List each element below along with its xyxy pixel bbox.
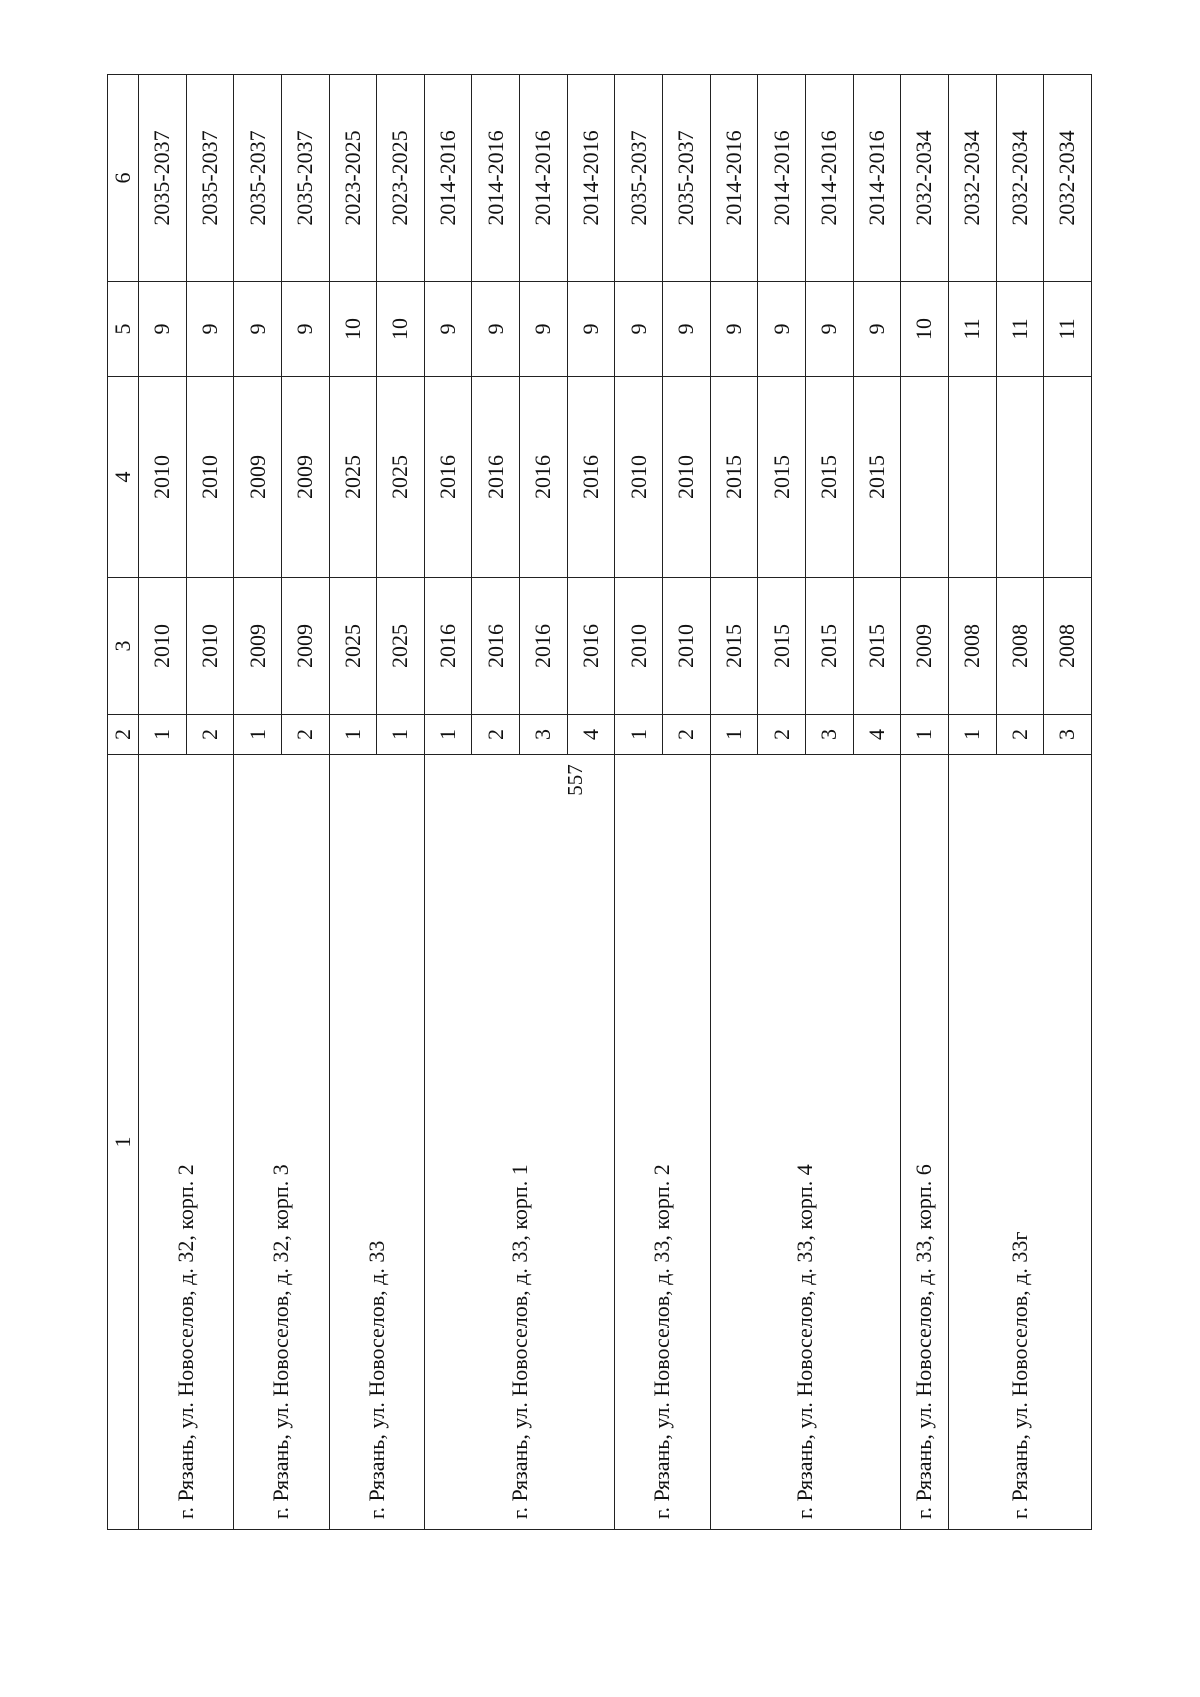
- cell-c6: 2032-2034: [1044, 75, 1092, 282]
- cell-c6: 2035-2037: [186, 75, 234, 282]
- cell-c4: 2009: [281, 377, 329, 578]
- cell-c4: 2025: [329, 377, 377, 578]
- cell-c2: 2: [281, 715, 329, 755]
- cell-c2: 2: [472, 715, 520, 755]
- cell-c4: 2016: [567, 377, 615, 578]
- cell-c2: 1: [139, 715, 187, 755]
- address-cell: г. Рязань, ул. Новоселов, д. 32, корп. 2: [139, 755, 234, 1530]
- cell-c4: 2015: [758, 377, 806, 578]
- cell-c3: 2009: [901, 578, 949, 715]
- page-number: 557: [563, 764, 587, 796]
- table-body: [108, 75, 1092, 1530]
- cell-c2: 1: [901, 715, 949, 755]
- cell-c2: 1: [234, 715, 282, 755]
- cell-c2: 1: [615, 715, 663, 755]
- cell-c5: 9: [615, 282, 663, 377]
- cell-c6: 2023-2025: [377, 75, 425, 282]
- cell-c6: 2035-2037: [615, 75, 663, 282]
- cell-c5: 9: [853, 282, 901, 377]
- address-cell: г. Рязань, ул. Новоселов, д. 33, корп. 4: [710, 755, 901, 1530]
- data-table: [107, 74, 1092, 1530]
- cell-c5: 9: [472, 282, 520, 377]
- cell-c6: 2014-2016: [853, 75, 901, 282]
- cell-c3: 2010: [615, 578, 663, 715]
- address-cell: г. Рязань, ул. Новоселов, д. 33г: [948, 755, 1091, 1530]
- table-row: [615, 75, 663, 1530]
- address-cell: г. Рязань, ул. Новоселов, д. 33, корп. 1: [424, 755, 615, 1530]
- column-number-6: 6: [108, 75, 139, 282]
- cell-c4: 2025: [377, 377, 425, 578]
- column-number-4: 4: [108, 377, 139, 578]
- table-row: [329, 75, 377, 1530]
- cell-c5: 10: [329, 282, 377, 377]
- table-row: [424, 75, 472, 1530]
- cell-c4: 2010: [663, 377, 711, 578]
- cell-c3: 2010: [186, 578, 234, 715]
- cell-c4: 2016: [424, 377, 472, 578]
- cell-c3: 2009: [234, 578, 282, 715]
- cell-c6: 2035-2037: [139, 75, 187, 282]
- table-row: [948, 75, 996, 1530]
- column-number-1: 1: [108, 755, 139, 1530]
- column-number-5: 5: [108, 282, 139, 377]
- cell-c5: 10: [377, 282, 425, 377]
- cell-c6: 2014-2016: [424, 75, 472, 282]
- table-row: [234, 75, 282, 1530]
- rotated-table-sheet: [107, 75, 1092, 1530]
- cell-c4: [948, 377, 996, 578]
- cell-c2: 4: [567, 715, 615, 755]
- cell-c3: 2016: [567, 578, 615, 715]
- cell-c3: 2015: [853, 578, 901, 715]
- cell-c6: 2014-2016: [567, 75, 615, 282]
- cell-c4: 2010: [615, 377, 663, 578]
- cell-c3: 2008: [948, 578, 996, 715]
- cell-c4: 2015: [853, 377, 901, 578]
- cell-c4: 2010: [186, 377, 234, 578]
- cell-c6: 2035-2037: [663, 75, 711, 282]
- cell-c6: 2014-2016: [520, 75, 568, 282]
- cell-c6: 2023-2025: [329, 75, 377, 282]
- cell-c3: 2016: [472, 578, 520, 715]
- cell-c5: 11: [996, 282, 1044, 377]
- cell-c4: 2015: [710, 377, 758, 578]
- column-number-header-row: [108, 75, 139, 1530]
- cell-c3: 2015: [758, 578, 806, 715]
- column-number-3: 3: [108, 578, 139, 715]
- cell-c2: 2: [758, 715, 806, 755]
- address-cell: г. Рязань, ул. Новоселов, д. 33, корп. 2: [615, 755, 710, 1530]
- cell-c6: 2032-2034: [996, 75, 1044, 282]
- cell-c3: 2016: [424, 578, 472, 715]
- cell-c2: 1: [710, 715, 758, 755]
- cell-c5: 9: [186, 282, 234, 377]
- address-cell: г. Рязань, ул. Новоселов, д. 33, корп. 6: [901, 755, 949, 1530]
- cell-c3: 2015: [805, 578, 853, 715]
- cell-c2: 3: [520, 715, 568, 755]
- cell-c6: 2035-2037: [234, 75, 282, 282]
- cell-c5: 9: [710, 282, 758, 377]
- cell-c6: 2035-2037: [281, 75, 329, 282]
- cell-c6: 2014-2016: [758, 75, 806, 282]
- cell-c3: 2009: [281, 578, 329, 715]
- cell-c4: [901, 377, 949, 578]
- cell-c4: 2010: [139, 377, 187, 578]
- cell-c2: 3: [805, 715, 853, 755]
- cell-c3: 2025: [377, 578, 425, 715]
- cell-c2: 2: [996, 715, 1044, 755]
- cell-c2: 2: [663, 715, 711, 755]
- cell-c3: 2010: [139, 578, 187, 715]
- cell-c5: 11: [948, 282, 996, 377]
- cell-c6: 2014-2016: [472, 75, 520, 282]
- cell-c4: [1044, 377, 1092, 578]
- cell-c6: 2014-2016: [805, 75, 853, 282]
- cell-c3: 2008: [1044, 578, 1092, 715]
- cell-c6: 2014-2016: [710, 75, 758, 282]
- address-cell: г. Рязань, ул. Новоселов, д. 33: [329, 755, 424, 1530]
- cell-c2: 1: [377, 715, 425, 755]
- cell-c5: 11: [1044, 282, 1092, 377]
- cell-c3: 2015: [710, 578, 758, 715]
- table-row: [710, 75, 758, 1530]
- cell-c6: 2032-2034: [948, 75, 996, 282]
- cell-c4: 2009: [234, 377, 282, 578]
- cell-c2: 3: [1044, 715, 1092, 755]
- address-cell: г. Рязань, ул. Новоселов, д. 32, корп. 3: [234, 755, 329, 1530]
- cell-c5: 9: [663, 282, 711, 377]
- cell-c2: 4: [853, 715, 901, 755]
- cell-c6: 2032-2034: [901, 75, 949, 282]
- cell-c5: 9: [234, 282, 282, 377]
- cell-c5: 9: [758, 282, 806, 377]
- cell-c4: 2016: [520, 377, 568, 578]
- cell-c5: 9: [805, 282, 853, 377]
- cell-c5: 9: [424, 282, 472, 377]
- cell-c3: 2025: [329, 578, 377, 715]
- table-row: [139, 75, 187, 1530]
- cell-c3: 2008: [996, 578, 1044, 715]
- cell-c5: 10: [901, 282, 949, 377]
- cell-c2: 2: [186, 715, 234, 755]
- cell-c5: 9: [520, 282, 568, 377]
- cell-c4: 2016: [472, 377, 520, 578]
- column-number-2: 2: [108, 715, 139, 755]
- cell-c2: 1: [329, 715, 377, 755]
- cell-c5: 9: [281, 282, 329, 377]
- cell-c3: 2010: [663, 578, 711, 715]
- cell-c2: 1: [948, 715, 996, 755]
- cell-c4: [996, 377, 1044, 578]
- cell-c5: 9: [139, 282, 187, 377]
- cell-c3: 2016: [520, 578, 568, 715]
- cell-c4: 2015: [805, 377, 853, 578]
- cell-c5: 9: [567, 282, 615, 377]
- cell-c2: 1: [424, 715, 472, 755]
- table-row: [901, 75, 949, 1530]
